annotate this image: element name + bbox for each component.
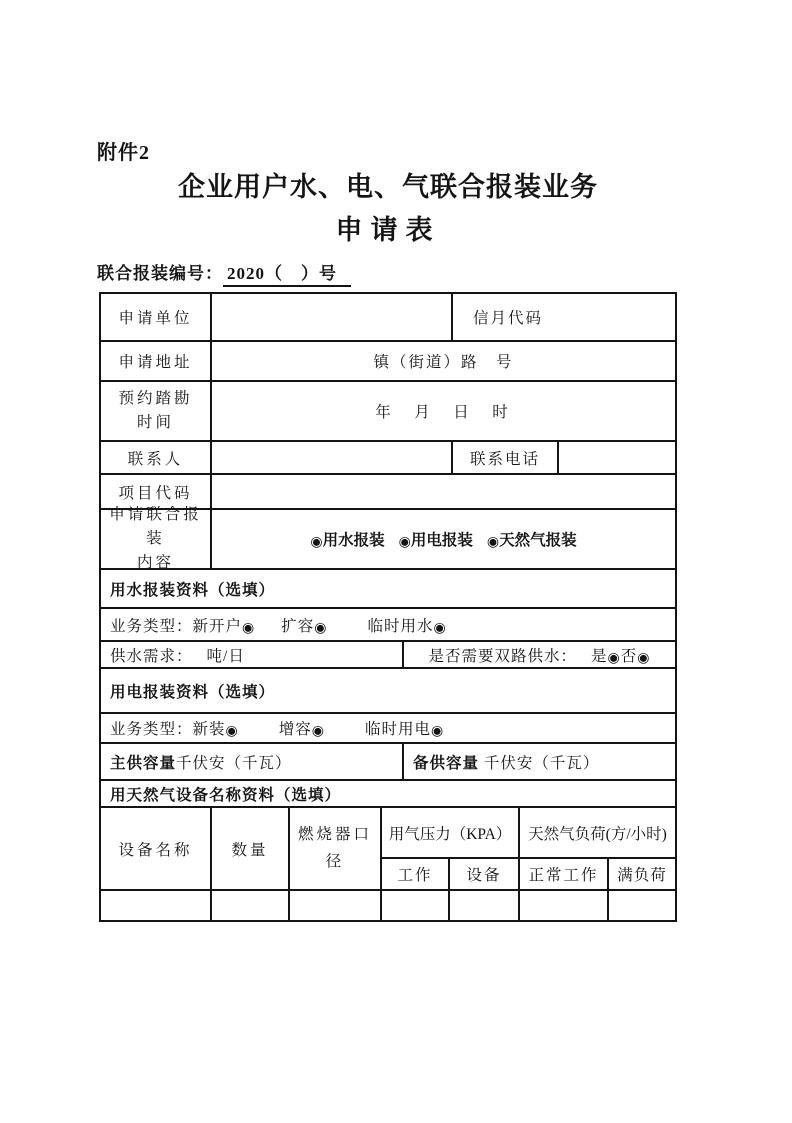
water-business-type-label: 业务类型： [110,617,193,635]
gas-col-load: 天然气负荷(方/小时) [520,808,675,859]
dual-supply-cell [404,642,675,667]
address-label: 申请地址 [101,342,212,380]
project-code-input-cell[interactable] [212,475,675,508]
radio-icon[interactable]: ◉ [311,723,325,739]
water-type-new-account[interactable]: 新开户◉ [192,617,256,636]
credit-code-label[interactable]: 信月代码 [473,310,544,327]
gas-input-cell[interactable] [609,891,675,920]
table-row [101,342,675,382]
water-demand-cell[interactable] [101,642,404,667]
radio-icon[interactable]: ◉ [431,723,445,739]
gas-table-header [101,808,675,891]
gas-col-normal-work: 正常工作 [520,859,609,889]
form-title [99,166,677,252]
table-row [101,570,675,609]
radio-icon[interactable]: ◉ [486,534,500,550]
radio-icon[interactable]: ◉ [607,649,621,666]
gas-col-full-load: 满负荷 [617,867,667,884]
table-row [101,781,675,808]
gas-input-cell[interactable] [520,891,609,920]
form-title-line2: 申请表 [335,215,441,245]
survey-time-input-cell[interactable]: 年 月 日 时 [375,404,512,421]
table-row [101,294,675,342]
phone-input-cell[interactable] [559,442,675,473]
form-title-line1: 企业用户水、电、气联合报装业务 [178,172,598,202]
radio-icon[interactable]: ◉ [242,619,256,636]
table-row [101,609,675,642]
water-business-type-row [101,609,675,640]
dual-supply-yes[interactable]: 是◉ [591,647,621,666]
main-capacity-cell[interactable] [101,744,404,779]
table-row [101,714,675,744]
joint-install-number-line [97,259,351,287]
survey-time-label: 预约踏勘 时间 [101,382,212,440]
gas-pressure-group [382,808,520,889]
water-type-expand[interactable]: 扩容◉ [281,617,328,636]
gas-col-device-name: 设备名称 [101,808,212,889]
electric-type-new[interactable]: 新装◉ [192,721,239,739]
joint-option-gas[interactable]: ◉天然气报装 [486,532,577,550]
main-capacity-unit: 千伏安（千瓦） [176,754,292,772]
dual-supply-label: 是否需要双路供水： [428,647,578,665]
backup-capacity-cell[interactable] [404,744,675,779]
gas-table-empty-row [101,891,675,920]
project-code-label: 项目代码 [101,475,212,508]
gas-col-pressure: 用气压力（KPA） [382,808,518,859]
gas-col-burner-diameter: 燃烧器口径 [290,808,382,889]
radio-icon[interactable]: ◉ [225,723,239,739]
water-section-title: 用水报装资料（选填） [110,581,276,599]
joint-option-electric[interactable]: ◉用电报装 [398,532,473,550]
gas-input-cell[interactable] [290,891,382,920]
application-form-table [99,292,677,922]
gas-input-cell[interactable] [450,891,520,920]
table-row [101,744,675,781]
table-row [101,669,675,714]
water-demand-unit: 吨/日 [206,647,245,665]
gas-col-work: 工作 [382,859,450,889]
applicant-input-cell[interactable] [212,294,453,340]
phone-label: 联系电话 [453,442,559,473]
joint-install-number-value: 2020（ ）号 [223,259,351,287]
contact-input-cell[interactable] [212,442,453,473]
electric-business-type-row [101,714,675,742]
radio-icon[interactable]: ◉ [433,619,447,636]
electric-business-type-label: 业务类型： [110,721,193,738]
water-type-temporary[interactable]: 临时用水◉ [367,617,447,636]
radio-icon[interactable]: ◉ [314,619,328,636]
applicant-label: 申请单位 [101,294,212,340]
attachment-label: 附件2 [97,142,150,164]
joint-option-water[interactable]: ◉用水报装 [310,532,385,550]
table-row [101,505,675,572]
gas-col-quantity: 数量 [212,808,290,889]
contact-label: 联系人 [101,442,212,473]
backup-capacity-unit: 千伏安（千瓦） [483,754,600,772]
gas-col-equipment: 设备 [466,867,502,884]
electric-type-capacity-increase[interactable]: 增容◉ [278,721,325,739]
joint-content-options [212,510,675,568]
gas-load-group [520,808,675,889]
joint-content-label: 申请联合报装 内容 [101,510,212,568]
joint-install-number-label: 联合报装编号： [97,264,223,283]
electric-section-title: 用电报装资料（选填） [110,683,276,701]
table-row [101,442,675,475]
address-input-cell[interactable]: 镇（街道）路 号 [373,354,514,371]
table-row [101,382,675,442]
electric-type-temporary[interactable]: 临时用电◉ [364,721,445,739]
main-capacity-label: 主供容量 [110,754,177,772]
backup-capacity-label: 备供容量 [413,754,480,772]
water-demand-label: 供水需求： [110,647,193,665]
gas-input-cell[interactable] [101,891,212,920]
radio-icon[interactable]: ◉ [637,649,651,666]
gas-input-cell[interactable] [382,891,450,920]
table-row [101,642,675,669]
dual-supply-no[interactable]: 否◉ [620,647,651,666]
gas-section-title: 用天然气设备名称资料（选填） [110,786,342,804]
radio-icon[interactable]: ◉ [310,534,323,550]
gas-input-cell[interactable] [212,891,290,920]
radio-icon[interactable]: ◉ [398,534,411,550]
